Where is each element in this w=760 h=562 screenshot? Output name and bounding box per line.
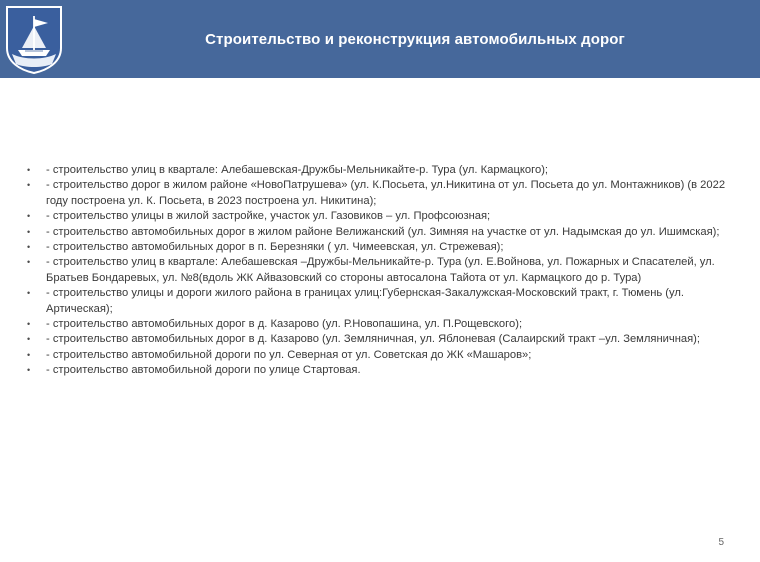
tyumen-coat-of-arms-icon [4, 4, 64, 74]
page-number: 5 [718, 537, 724, 548]
content-area [26, 163, 732, 379]
list-item-text: - строительство дорог в жилом районе «НовоПатрушева» (ул. К.Посьета, ул.Никитина от ул. Посьета до ул. Монтажников) (в 2022 году построена ул. К. Посьета, в 2023 построена ул. Никитина); [46, 179, 726, 207]
bullet-icon: • [27, 288, 31, 299]
list-item [26, 255, 732, 286]
bullet-icon: • [27, 257, 31, 268]
list-item [26, 178, 732, 209]
bullet-icon: • [27, 319, 31, 330]
bullet-icon: • [27, 211, 31, 222]
list-item-text: - строительство улиц в квартале: Алебашевская-Дружбы-Мельникайте-р. Тура (ул. Кармацкого); [46, 164, 549, 176]
bullet-icon: • [27, 334, 31, 345]
list-item-text: - строительство автомобильных дорог в п. Березняки ( ул. Чимеевская, ул. Стрежевая); [46, 241, 504, 254]
list-item-text: - строительство автомобильной дороги по улице Стартовая. [46, 364, 361, 377]
bullet-icon: • [27, 349, 31, 360]
list-item-text: - строительство улицы и дороги жилого района в границах улиц:Губернская-Закалужская-Московский тракт, г. Тюмень (ул. Артическая); [46, 287, 685, 315]
bullet-icon: • [27, 226, 31, 237]
list-item [26, 240, 732, 255]
list-item [26, 317, 732, 332]
list-item [26, 348, 732, 363]
bullet-list [26, 163, 732, 379]
slide-title: Строительство и реконструкция автомобильных дорог [205, 31, 625, 48]
list-item [26, 332, 732, 347]
list-item [26, 163, 732, 178]
list-item-text: - строительство автомобильных дорог в д. Казарово (ул. Земляничная, ул. Яблоневая (Салаирский тракт –ул. Земляничная); [46, 333, 701, 346]
list-item [26, 286, 732, 317]
list-item [26, 363, 732, 378]
bullet-icon: • [27, 365, 31, 376]
header-bar [0, 0, 760, 78]
list-item [26, 209, 732, 224]
list-item-text: - строительство автомобильных дорог в д. Казарово (ул. Р.Новопашина, ул. П.Рощевского); [46, 318, 523, 331]
list-item-text: - строительство автомобильных дорог в жилом районе Велижанский (ул. Зимняя на участке от ул. Надымская до ул. Ишимская); [46, 225, 720, 238]
list-item-text: - строительство улицы в жилой застройке, участок ул. Газовиков – ул. Профсоюзная; [46, 210, 491, 223]
list-item-text: - строительство автомобильной дороги по ул. Северная от ул. Советская до ЖК «Машаров»; [46, 348, 532, 361]
bullet-icon: • [27, 165, 31, 175]
bullet-icon: • [27, 180, 31, 191]
list-item [26, 225, 732, 240]
list-item-text: - строительство улиц в квартале: Алебашевская –Дружбы-Мельникайте-р. Тура (ул. Е.Войнова, ул. Пожарных и Спасателей, ул. Братьев Бондаревых, ул. №8(вдоль ЖК Айвазовский со стороны автосалона Тайота от ул. Кармацкого до р. Тура) [46, 256, 715, 284]
bullet-icon: • [27, 242, 31, 253]
